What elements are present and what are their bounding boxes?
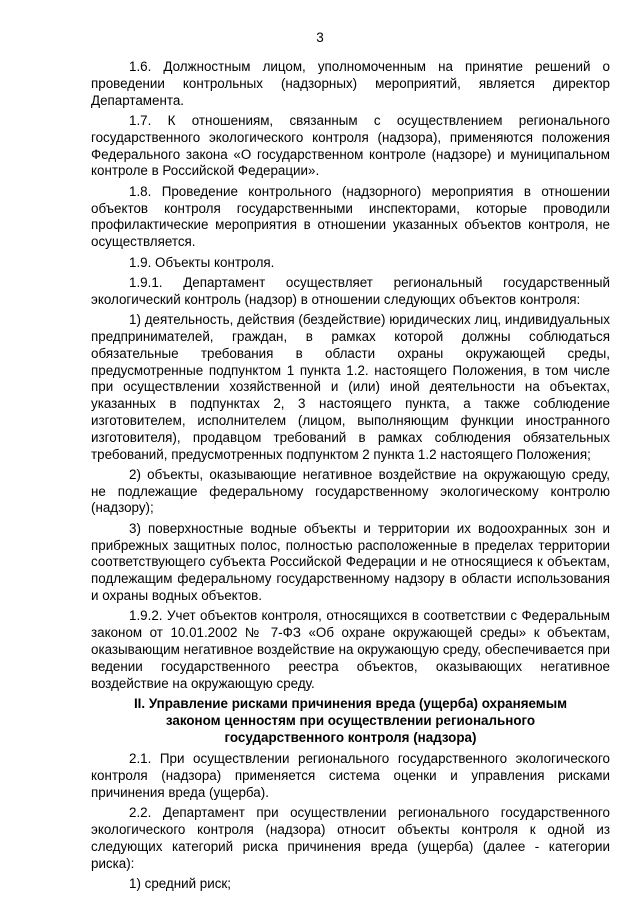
paragraph-1-7: 1.7. К отношениям, связанным с осуществлением регионального государственного экологического контроля (надзора), применяются положения Федерального закона «О государственном контроле (надзоре) и муниципальном контроле в Российской Федерации». (91, 112, 610, 179)
paragraph-1-6: 1.6. Должностным лицом, уполномоченным на принятие решений о проведении контрольных (надзорных) мероприятий, является директор Департамента. (91, 59, 610, 108)
paragraph-2-2: 2.2. Департамент при осуществлении регионального государственного экологического контроля (надзора) относит объекты контроля к одной из следующих категорий риска причинения вреда (ущерба) (далее - категории риска): (91, 805, 610, 871)
page-number: 3 (316, 30, 324, 45)
document-body (91, 59, 610, 897)
paragraph-1-9: 1.9. Объекты контроля. (129, 254, 275, 270)
paragraph-2-1: 2.1. При осуществлении регионального государственного экологического контроля (надзора) применяется система оценки и управления рисками причинения вреда (ущерба). (91, 751, 610, 801)
paragraph-1-8: 1.8. Проведение контрольного (надзорного) мероприятия в отношении объектов контроля государственными инспекторами, которые проводили профилактические мероприятия в отношении указанных объектов контроля, не осуществляется. (91, 183, 610, 250)
paragraph-1-9-2: 1.9.2. Учет объектов контроля, относящихся в соответствии с Федеральным законом от 10.01.2002 № 7-ФЗ «Об охране окружающей среды» к объектам, оказывающим негативное воздействие на окружающую среду, обеспечивается при ведении государственного реестра объектов, оказывающих негативное воздействие на окружающую среду. (91, 608, 610, 691)
section-heading: II. Управление рисками причинения вреда (ущерба) охраняемым законом ценностям при осуществлении регионального государственного контроля (надзора) (133, 696, 568, 745)
list-item-1: 1) деятельность, действия (бездействие) юридических лиц, индивидуальных предпринимателей, граждан, в рамках которой должны соблюдаться обязательные требования в области охраны окружающей среды, предусмотренные подпунктом 1 пункта 1.2. настоящего Положения, в том числе при осуществлении хозяйственной и (или) иной деятельности на объектах, указанных в подпунктах 2, 3 настоящего пункта, а также соблюдение изготовителем, исполнителем (лицом, выполняющим функции иностранного изготовителя), продавцом требований в рамках соблюдения обязательных требований, предусмотренных подпунктом 2 пункта 1.2 настоящего Положения; (91, 312, 610, 462)
list-item-3: 3) поверхностные водные объекты и территории их водоохранных зон и прибрежных защитных полос, полностью расположенные в пределах территории соответствующего субъекта Российской Федерации и не относящиеся к объектам, подлежащим федеральному государственному надзору в области использования и охраны водных объектов. (91, 520, 610, 604)
paragraph-1-9-1: 1.9.1. Департамент осуществляет региональный государственный экологический контроль (надзор) в отношении следующих объектов контроля: (91, 274, 610, 307)
risk-item-1: 1) средний риск; (129, 876, 232, 892)
list-item-2: 2) объекты, оказывающие негативное воздействие на окружающую среду, не подлежащие федеральному государственному экологическому контролю (надзору); (91, 466, 610, 516)
